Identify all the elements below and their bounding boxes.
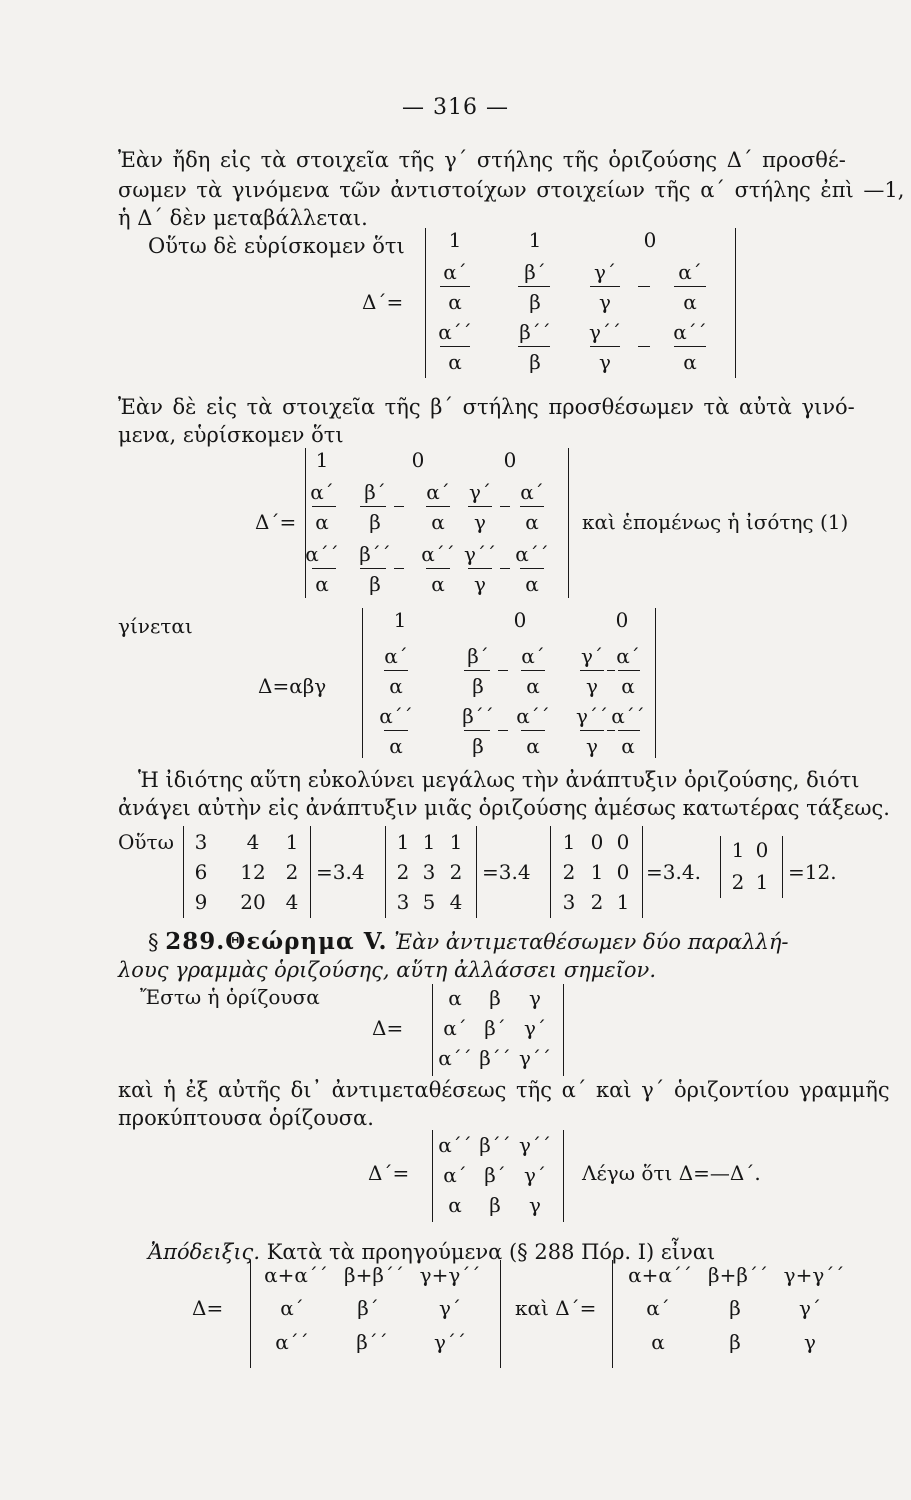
det4-cell: α: [448, 986, 462, 1010]
example-lead: Οὕτω: [118, 830, 174, 854]
det2-cell: γ: [474, 510, 486, 534]
det2-cell: α΄: [520, 480, 544, 504]
fraction-bar: [518, 286, 550, 287]
para1-line3: ἡ Δ΄ δὲν μεταβάλλεται.: [118, 206, 368, 230]
det3-lhs: Δ=αβγ: [258, 674, 327, 698]
fraction-bar: [674, 346, 706, 347]
det3-cell: 0: [615, 608, 629, 632]
minus-sign: [498, 670, 508, 671]
det1-cell: 0: [643, 228, 657, 252]
det7-cell: α: [651, 1330, 665, 1354]
det1-cell: α΄: [678, 260, 702, 284]
det5-right-bar: [563, 1130, 564, 1222]
det2-cell: γ΄΄: [464, 542, 496, 566]
m3-cell: 0: [616, 860, 630, 884]
det2-cell: γ΄: [469, 480, 491, 504]
det6-cell: α΄: [280, 1296, 304, 1320]
para1-line4: Οὕτω δὲ εὑρίσκομεν ὅτι: [148, 234, 405, 258]
example-result: =12.: [788, 860, 837, 884]
det6-right-bar: [500, 1260, 501, 1368]
det3-cell: α: [621, 734, 635, 758]
det5-cell: α: [448, 1193, 462, 1217]
det4-cell: γ: [529, 986, 541, 1010]
det5-lhs: Δ΄=: [368, 1161, 410, 1185]
det6-cell: γ΄΄: [434, 1330, 466, 1354]
det3-cell: α΄΄: [611, 704, 645, 728]
minus-sign: [607, 670, 615, 671]
fraction-bar: [440, 286, 470, 287]
det3-cell: α: [389, 674, 403, 698]
det4-right-bar: [563, 984, 564, 1076]
m2-cell: 1: [422, 830, 436, 854]
m3-cell: 0: [616, 830, 630, 854]
det6-conj: καὶ Δ΄=: [515, 1296, 597, 1320]
det3-cell: α: [389, 734, 403, 758]
det5-cell: β: [489, 1193, 501, 1217]
det3-cell: α΄΄: [379, 704, 413, 728]
det1-cell: γ΄: [594, 260, 616, 284]
theorem-heading: [148, 930, 789, 953]
fraction-bar: [590, 286, 620, 287]
theorem-text-1: Ἐὰν ἀντιμεταθέσωμεν δύο παραλλή-: [394, 930, 789, 954]
m2-cell: 5: [422, 890, 436, 914]
fraction-bar: [384, 670, 408, 671]
fraction-bar: [426, 506, 450, 507]
det2-cell: β: [369, 510, 381, 534]
fraction-bar: [464, 670, 490, 671]
fraction-bar: [468, 506, 492, 507]
det2-cell: γ: [474, 572, 486, 596]
det7-cell: α+α΄΄: [628, 1263, 692, 1287]
m2-cell: 2: [396, 860, 410, 884]
proof-text: Κατὰ τὰ προηγούμενα (§ 288 Πόρ. I) εἶναι: [266, 1240, 716, 1264]
det1-cell: β: [529, 350, 541, 374]
fraction-bar: [520, 506, 544, 507]
para1-line2: σωμεν τὰ γινόμενα τῶν ἀντιστοίχων στοιχείων τῆς α΄ στήλης ἐπὶ —1,: [118, 178, 905, 202]
det6-cell: γ+γ΄΄: [419, 1263, 481, 1287]
fraction-bar: [464, 730, 490, 731]
fraction-bar: [580, 670, 604, 671]
det2-cell: 0: [411, 448, 425, 472]
det5-cell: α΄΄: [438, 1133, 472, 1157]
fraction-bar: [312, 568, 336, 569]
det1-cell: γ: [599, 290, 611, 314]
minus-sign: [500, 506, 510, 507]
det3-cell: α΄΄: [516, 704, 550, 728]
det3-cell: β: [472, 674, 484, 698]
theorem-name: Θεώρημα V.: [225, 928, 388, 955]
det2-cell: 1: [315, 448, 329, 472]
para2-line2: μενα, εὑρίσκομεν ὅτι: [118, 423, 344, 447]
det3-cell: 1: [393, 608, 407, 632]
det2-cell: α΄΄: [305, 542, 339, 566]
minus-sign: [638, 286, 650, 287]
det3-cell: α: [526, 734, 540, 758]
para3-line2: ἀνάγει αὐτὴν εἰς ἀνάπτυξιν μιᾶς ὁριζούσης ἀμέσως κατωτέρας τάξεως.: [118, 796, 890, 820]
det1-cell: γ΄΄: [589, 320, 621, 344]
det5-cell: β΄: [484, 1163, 506, 1187]
minus-sign: [498, 730, 508, 731]
para4-line2: προκύπτουσα ὁρίζουσα.: [118, 1106, 374, 1130]
det3-cell: γ: [586, 674, 598, 698]
m1-cell: 6: [194, 860, 208, 884]
det3-cell: γ΄: [581, 644, 603, 668]
fraction-bar: [360, 568, 386, 569]
fraction-bar: [384, 730, 408, 731]
fraction-bar: [674, 286, 706, 287]
proof-label: Ἀπόδειξις.: [148, 1240, 260, 1264]
det3-cell: α: [621, 674, 635, 698]
fraction-bar: [440, 346, 470, 347]
para1-line1: Ἐὰν ἤδη εἰς τὰ στοιχεῖα τῆς γ΄ στήλης τῆς ὁριζούσης Δ΄ προσθέ-: [118, 148, 846, 172]
m2-right-bar: [476, 826, 477, 918]
det3-cell: β΄: [467, 644, 489, 668]
det1-cell: α: [683, 290, 697, 314]
det2-cell: α: [525, 510, 539, 534]
m1-cell: 4: [246, 830, 260, 854]
det3-cell: γ: [586, 734, 598, 758]
det1-cell: α: [448, 350, 462, 374]
fraction-bar: [360, 506, 386, 507]
det7-cell: β: [729, 1296, 741, 1320]
fraction-bar: [521, 730, 545, 731]
det3-cell: γ΄΄: [576, 704, 608, 728]
det4-lhs: Δ=: [372, 1016, 404, 1040]
m3-left-bar: [550, 826, 551, 918]
m2-cell: 3: [396, 890, 410, 914]
m1-cell: 3: [194, 830, 208, 854]
m3-right-bar: [642, 826, 643, 918]
det6-cell: β΄: [357, 1296, 379, 1320]
theorem-text-2: λους γραμμὰς ὁριζούσης, αὕτη ἀλλάσσει σημεῖον.: [118, 958, 656, 982]
det6-cell: β΄΄: [356, 1330, 388, 1354]
m1-cell: 12: [240, 860, 266, 884]
m2-left-bar: [385, 826, 386, 918]
eq1: =3.4: [316, 860, 365, 884]
det1-cell: γ: [599, 350, 611, 374]
det4-cell: γ΄΄: [519, 1046, 551, 1070]
det3-intro: γίνεται: [118, 614, 193, 638]
det7-cell: β: [729, 1330, 741, 1354]
det1-cell: α: [683, 350, 697, 374]
det5-cell: γ΄: [524, 1163, 546, 1187]
minus-sign: [500, 568, 510, 569]
det6-cell: γ΄: [439, 1296, 461, 1320]
section-sign: §: [148, 930, 159, 954]
m3-cell: 1: [590, 860, 604, 884]
det1-cell: α΄΄: [438, 320, 472, 344]
det3-cell: α΄: [616, 644, 640, 668]
det6-cell: β+β΄΄: [344, 1263, 404, 1287]
det6-lhs: Δ=: [192, 1296, 224, 1320]
det7-cell: γ: [804, 1330, 816, 1354]
det4-cell: α΄: [443, 1016, 467, 1040]
m3-cell: 1: [562, 830, 576, 854]
m3-cell: 1: [616, 890, 630, 914]
det2-cell: α΄: [426, 480, 450, 504]
det2-cell: 0: [503, 448, 517, 472]
eq3: =3.4.: [646, 860, 701, 884]
det2-right-bar: [568, 448, 569, 598]
det3-cell: β΄΄: [462, 704, 494, 728]
det1-cell: 1: [528, 228, 542, 252]
det5-left-bar: [432, 1130, 433, 1222]
det1-cell: β΄: [524, 260, 546, 284]
m1-left-bar: [183, 826, 184, 918]
proof-line: [148, 1242, 715, 1263]
det2-cell: α΄΄: [515, 542, 549, 566]
det3-cell: α΄: [521, 644, 545, 668]
det7-cell: β+β΄΄: [708, 1263, 768, 1287]
det2-lhs: Δ΄=: [255, 510, 297, 534]
m1-cell: 1: [285, 830, 299, 854]
det2-cell: α: [431, 510, 445, 534]
det3-left-bar: [362, 608, 363, 758]
minus-sign: [394, 568, 404, 569]
fraction-bar: [518, 346, 550, 347]
para4-line1: καὶ ἡ ἐξ αὐτῆς δι᾽ ἀντιμεταθέσεως τῆς α΄ καὶ γ΄ ὁριζοντίου γραμμῆς: [118, 1078, 890, 1102]
para2-line1: Ἐὰν δὲ εἰς τὰ στοιχεῖα τῆς β΄ στήλης προσθέσωμεν τὰ αὐτὰ γινό-: [118, 395, 855, 419]
det4-cell: β΄΄: [479, 1046, 511, 1070]
det2-after-text: καὶ ἑπομένως ἡ ἰσότης (1): [582, 510, 849, 534]
m1-cell: 4: [285, 890, 299, 914]
det6-left-bar: [250, 1260, 251, 1368]
det2-cell: β: [369, 572, 381, 596]
det2-cell: β΄: [364, 480, 386, 504]
m4-cell: 1: [755, 870, 769, 894]
det1-cell: α: [448, 290, 462, 314]
det7-left-bar: [612, 1260, 613, 1368]
m1-cell: 20: [240, 890, 266, 914]
minus-sign: [607, 730, 615, 731]
det4-cell: α΄΄: [438, 1046, 472, 1070]
m3-cell: 3: [562, 890, 576, 914]
fraction-bar: [618, 670, 640, 671]
m4-right-bar: [782, 836, 783, 898]
m1-cell: 9: [194, 890, 208, 914]
page-number: — 316 —: [402, 95, 509, 120]
det2-cell: α: [315, 510, 329, 534]
m2-cell: 3: [422, 860, 436, 884]
det3-cell: α΄: [384, 644, 408, 668]
fraction-bar: [580, 730, 604, 731]
det2-cell: α: [315, 572, 329, 596]
det2-cell: α: [525, 572, 539, 596]
det1-cell: α΄: [443, 260, 467, 284]
det5-cell: γ΄΄: [519, 1133, 551, 1157]
m2-cell: 1: [396, 830, 410, 854]
det6-cell: α΄΄: [275, 1330, 309, 1354]
det7-cell: α΄: [646, 1296, 670, 1320]
det1-cell: β: [529, 290, 541, 314]
m1-cell: 2: [285, 860, 299, 884]
fraction-bar: [520, 568, 544, 569]
det7-cell: γ΄: [799, 1296, 821, 1320]
det6-cell: α+α΄΄: [264, 1263, 328, 1287]
det1-left-bar: [425, 228, 426, 378]
fraction-bar: [468, 568, 492, 569]
det5-cell: γ: [529, 1193, 541, 1217]
eq2: =3.4: [482, 860, 531, 884]
theorem-number: 289.: [165, 928, 226, 955]
m2-cell: 2: [449, 860, 463, 884]
m4-cell: 1: [731, 838, 745, 862]
det4-cell: β: [489, 986, 501, 1010]
det4-cell: γ΄: [524, 1016, 546, 1040]
fraction-bar: [590, 346, 620, 347]
det7-cell: γ+γ΄΄: [783, 1263, 845, 1287]
det1-lhs: Δ΄=: [362, 290, 404, 314]
det2-cell: α΄΄: [421, 542, 455, 566]
det4-intro: Ἔστω ἡ ὁρίζουσα: [140, 985, 320, 1009]
det1-right-bar: [735, 228, 736, 378]
det1-cell: β΄΄: [519, 320, 551, 344]
m1-right-bar: [310, 826, 311, 918]
fraction-bar: [426, 568, 450, 569]
det3-right-bar: [655, 608, 656, 758]
fraction-bar: [618, 730, 640, 731]
m4-cell: 2: [731, 870, 745, 894]
det1-cell: 1: [448, 228, 462, 252]
det4-cell: β΄: [484, 1016, 506, 1040]
det5-cell: α΄: [443, 1163, 467, 1187]
det4-left-bar: [432, 984, 433, 1076]
m4-cell: 0: [755, 838, 769, 862]
det1-cell: α΄΄: [673, 320, 707, 344]
m2-cell: 4: [449, 890, 463, 914]
para3-line1: Ἡ ἰδιότης αὕτη εὐκολύνει μεγάλως τὴν ἀνάπτυξιν ὁριζούσης, διότι: [138, 768, 860, 792]
m3-cell: 2: [562, 860, 576, 884]
fraction-bar: [312, 506, 336, 507]
m2-cell: 1: [449, 830, 463, 854]
det2-left-bar: [305, 448, 306, 598]
minus-sign: [638, 346, 650, 347]
fraction-bar: [521, 670, 545, 671]
det2-cell: β΄΄: [359, 542, 391, 566]
m4-left-bar: [720, 836, 721, 898]
det3-cell: β: [472, 734, 484, 758]
det3-cell: α: [526, 674, 540, 698]
det2-cell: α: [431, 572, 445, 596]
m3-cell: 0: [590, 830, 604, 854]
det2-cell: α΄: [310, 480, 334, 504]
minus-sign: [394, 506, 404, 507]
m3-cell: 2: [590, 890, 604, 914]
det5-claim: Λέγω ὅτι Δ=—Δ΄.: [582, 1161, 761, 1185]
det3-cell: 0: [513, 608, 527, 632]
det5-cell: β΄΄: [479, 1133, 511, 1157]
